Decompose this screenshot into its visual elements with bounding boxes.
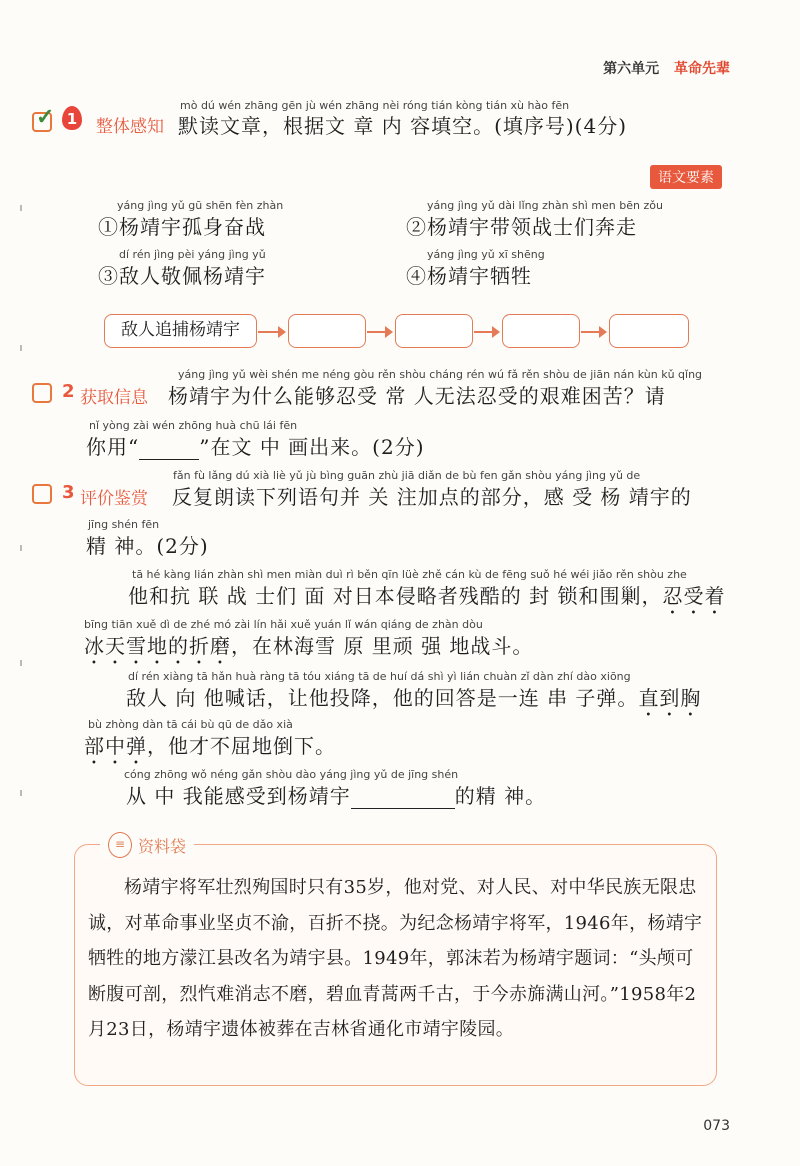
flow-answer-box-3[interactable] [502, 314, 580, 348]
flame-icon: 1 [62, 106, 82, 130]
info-box-label: 资料袋 [138, 836, 187, 856]
flow-answer-box-4[interactable] [609, 314, 689, 348]
option-2-pinyin: yáng jìng yǔ dài lǐng zhàn shì men bēn zǒu [427, 199, 663, 212]
sentence-1-pinyin-2: bīng tiān xuě dì de zhé mó zài lín hǎi xuě yuán lǐ wán qiáng de zhàn dòu [84, 618, 483, 631]
q2-checkbox[interactable] [32, 383, 52, 403]
document-bag-icon: ≡ [108, 832, 132, 858]
binding-mark [20, 660, 22, 666]
sentence-2-line-2: 部中弹，他才不屈地倒下。 [84, 734, 336, 758]
q3-label: 评价鉴赏 [80, 489, 148, 509]
q3-pinyin-1: fǎn fù lǎng dú xià liè yǔ jù bìng guān zhù jiā diǎn de bù fen gǎn shòu yáng jìng yǔ de [173, 469, 641, 482]
language-element-badge: 语文要素 [650, 165, 722, 189]
option-1-pinyin: yáng jìng yǔ gū shēn fèn zhàn [117, 199, 284, 212]
option-3-pinyin: dí rén jìng pèi yáng jìng yǔ [119, 248, 266, 261]
q3-text-1: 反复朗读下列语句并 关 注加点的部分，感 受 杨 靖宇的 [172, 485, 692, 509]
sentence-1-line-2: 冰天雪地的折磨，在林海雪 原 里顽 强 地战斗。 [84, 634, 534, 658]
arrow-icon [474, 331, 498, 333]
unit-label: 第六单元 [603, 61, 660, 77]
arrow-icon [367, 331, 391, 333]
q2-text-1: 杨靖宇为什么能够忍受 常 人无法忍受的艰难困苦？请 [168, 384, 666, 408]
binding-mark [20, 545, 22, 551]
sentence-1-line-1: 他和抗 联 战 士们 面 对日本侵略者残酷的 封 锁和围剿，忍受着 [128, 584, 726, 608]
option-4: ④杨靖宇牺牲 [406, 264, 532, 288]
q1-instruction: 默读文章，根据文 章 内 容填空。(填序号)(4分) [178, 114, 628, 138]
q2-pinyin-1: yáng jìng yǔ wèi shén me néng gòu rěn shòu cháng rén wú fǎ rěn shòu de jiān nán kùn kǔ qǐng [178, 368, 703, 381]
emphasis-dotted-text: 忍受着 [662, 584, 726, 608]
sentence-1-pinyin-1: tā hé kàng lián zhàn shì men miàn duì rì běn qīn lüè zhě cán kù de fēng suǒ hé wéi jiǎo rěn shòu zhe [132, 568, 687, 581]
q1-label: 整体感知 [96, 117, 164, 137]
binding-mark [20, 205, 22, 211]
info-box-text: 杨靖宇将军壮烈殉国时只有35岁，他对党、对人民、对中华民族无限忠诚，对革命事业坚贞不渝，百折不挠。为纪念杨靖宇将军，1946年，杨靖宇牺牲的地方濛江县改名为靖宇县。1949年，郭沫若为杨靖宇题词：“头颅可断腹可剖，烈忾难消志不磨，碧血青蒿两千古，于今赤旆满山河。”1958年2月23日，杨靖宇遗体被葬在吉林省通化市靖宇陵园。 [88, 877, 703, 1040]
sentence-3-line: 从 中 我能感受到杨靖宇 的精 神。 [126, 784, 547, 808]
arrow-icon [581, 331, 605, 333]
emphasis-dotted-text: 冰天雪地的折磨 [84, 634, 231, 658]
flow-answer-box-1[interactable] [288, 314, 366, 348]
sentence-2-line-1: 敌人 向 他喊话，让他投降，他的回答是一连 串 子弹。直到胸 [126, 686, 702, 710]
q3-text-2: 精 神。(2分) [86, 534, 209, 558]
info-box-title [100, 832, 194, 858]
sentence-3-pinyin: cóng zhōng wǒ néng gǎn shòu dào yáng jìng yǔ de jīng shén [124, 768, 459, 781]
page-header [603, 58, 730, 78]
q2-answer-blank[interactable] [139, 435, 199, 460]
binding-mark [20, 790, 22, 796]
q3-checkbox[interactable] [32, 484, 52, 504]
q3-answer-blank[interactable] [351, 784, 455, 809]
q3-pinyin-2: jīng shén fēn [88, 518, 160, 531]
q1-pinyin: mò dú wén zhāng gēn jù wén zhāng nèi róng tián kòng tián xù hào fēn [180, 99, 570, 112]
q2-pinyin-2: nǐ yòng zài wén zhōng huà chū lái fēn [89, 419, 298, 432]
flow-box-start: 敌人追捕杨靖宇 [104, 314, 257, 348]
unit-theme: 革命先辈 [674, 61, 730, 77]
option-2: ②杨靖宇带领战士们奔走 [406, 215, 637, 239]
page-number: 073 [703, 1118, 730, 1134]
sentence-2-pinyin-1: dí rén xiàng tā hǎn huà ràng tā tóu xiáng tā de huí dá shì yì lián chuàn zǐ dàn zhí dào xiōng [128, 670, 631, 683]
emphasis-dotted-text: 部中弹 [84, 734, 147, 758]
option-3: ③敌人敬佩杨靖宇 [98, 264, 266, 288]
q2-text-2: 你用“ ”在文 中 画出来。(2分) [86, 435, 425, 459]
binding-mark [20, 345, 22, 351]
q2-label: 获取信息 [80, 388, 148, 408]
sentence-2-pinyin-2: bù zhòng dàn tā cái bù qū de dǎo xià [88, 718, 293, 731]
q2-number: 2 [62, 381, 75, 402]
option-4-pinyin: yáng jìng yǔ xī shēng [427, 248, 545, 261]
option-1: ①杨靖宇孤身奋战 [98, 215, 266, 239]
arrow-icon [258, 331, 284, 333]
q3-number: 3 [62, 482, 75, 503]
emphasis-dotted-text: 直到胸 [638, 686, 702, 710]
flow-answer-box-2[interactable] [395, 314, 473, 348]
check-mark-icon: ✓ [36, 104, 55, 130]
